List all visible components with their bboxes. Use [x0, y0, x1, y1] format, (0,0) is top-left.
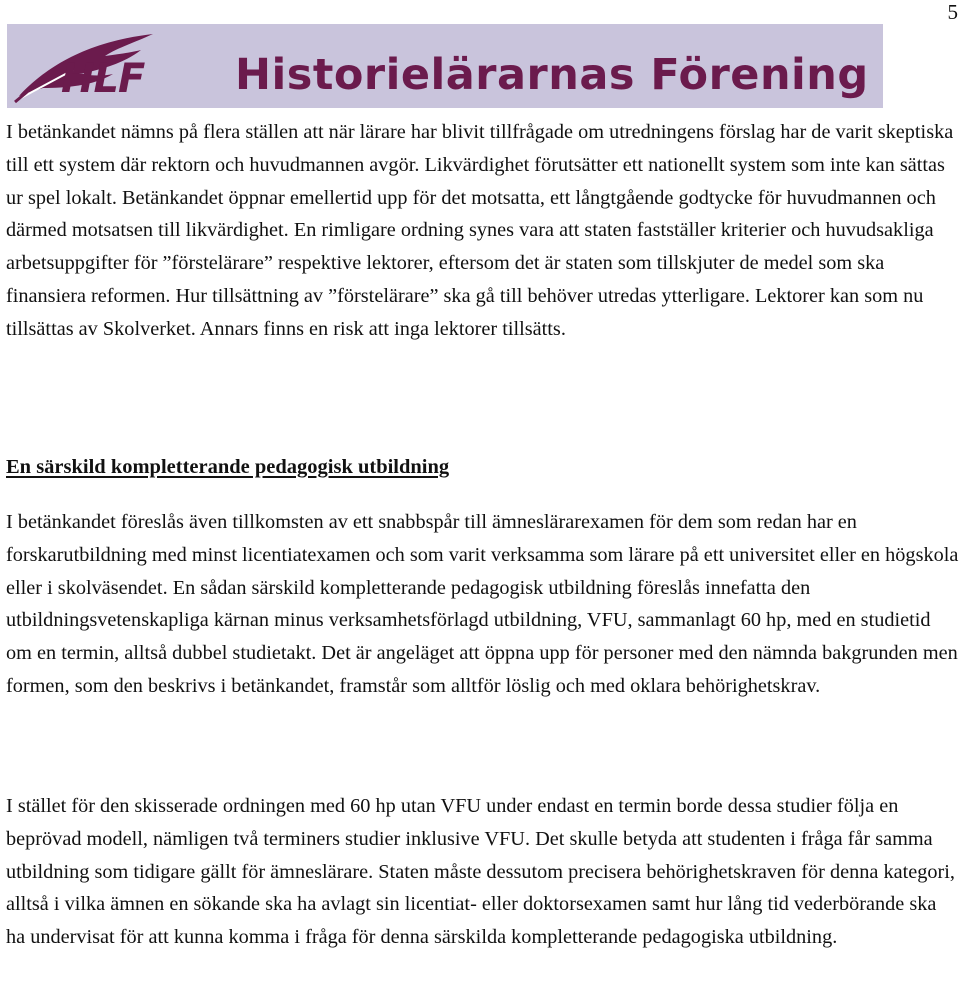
section-heading: En särskild kompletterande pedagogisk utbildning	[6, 456, 450, 478]
header-banner	[7, 24, 883, 108]
paragraph-2: I betänkandet föreslås även tillkomsten av ett snabbspår till ämneslärarexamen för dem som redan har en forskarutbildning med minst licentiatexamen och som varit verksamma som lärare på ett universitet eller en högskola eller i skolväsendet. En sådan särskild kompletterande pedagogisk utbildning föreslås innefatta den utbildningsvetenskapliga kärnan minus verksamhetsförlagd utbildning, VFU, sammanlagt 60 hp, med en studietid om en termin, alltså dubbel studietakt. Det är angeläget att öppna upp för personer med den nämnda bakgrunden men formen, som den beskrivs i betänkandet, framstår som alltför löslig och med oklara behörighetskrav.	[6, 511, 959, 697]
hlf-logo	[13, 30, 163, 104]
page-number: 5	[947, 0, 958, 24]
paragraph-3: I stället för den skisserade ordningen med 60 hp utan VFU under endast en termin borde dessa studier följa en beprövad modell, nämligen två terminers studier inklusive VFU. Det skulle betyda att studenten i fråga får samma utbildning som tidigare gällt för ämneslärare. Staten måste dessutom precisera behörighetskraven för denna kategori, alltså i vilka ämnen en sökande ska ha avlagt sin licentiat- eller doktorsexamen samt hur lång tid vederbörande ska ha undervisat för att kunna komma i fråga för denna särskilda kompletterande pedagogiska utbildning.	[6, 795, 955, 949]
banner-title: Historielärarnas Förening	[235, 50, 869, 100]
paragraph-1: I betänkandet nämns på flera ställen att när lärare har blivit tillfrågade om utredningens förslag har de varit skeptiska till ett system där rektorn och huvudmannen avgör. Likvärdighet förutsätter ett nationellt system som inte kan sättas ur spel lokalt. Betänkandet öppnar emellertid upp för det motsatta, ett långtgående godtycke för huvudmannen och därmed motsatsen till likvärdighet. En rimligare ordning synes vara att staten fastställer kriterier och huvudsakliga arbetsuppgifter för ”förstelärare” respektive lektorer, eftersom det är staten som tillskjuter de medel som ska finansiera reformen. Hur tillsättning av ”förstelärare” ska gå till behöver utredas ytterligare. Lektorer kan som nu tillsättas av Skolverket. Annars finns en risk att inga lektorer tillsätts.	[6, 121, 954, 340]
logo-text: HLF	[61, 56, 145, 102]
